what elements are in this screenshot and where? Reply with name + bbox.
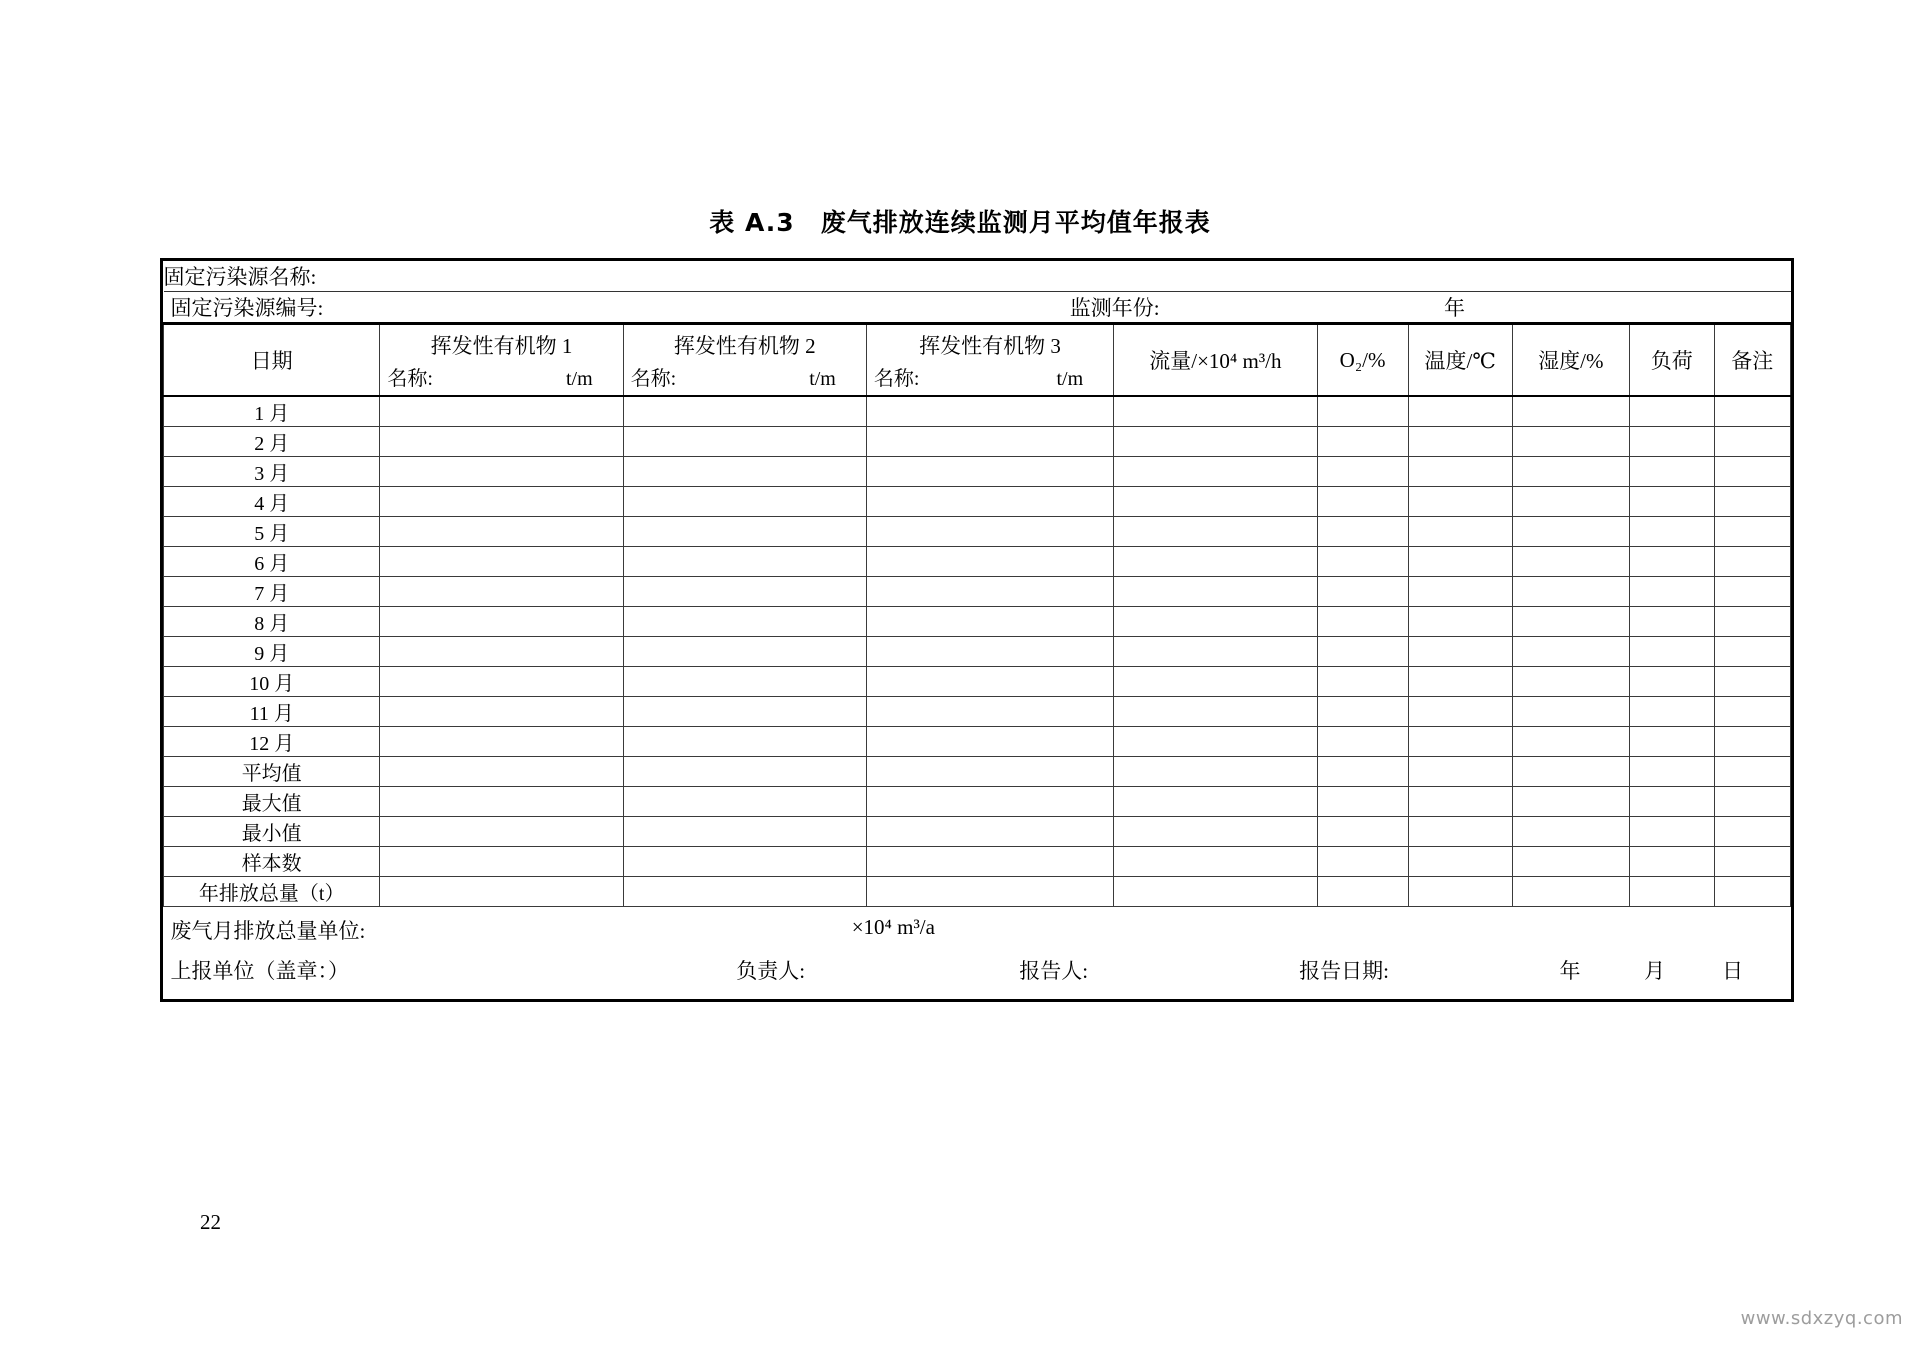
source-id-cell: [164, 292, 1791, 324]
empty-cell: [1512, 787, 1629, 817]
table-row: [164, 847, 1791, 877]
empty-cell: [866, 757, 1113, 787]
empty-cell: [866, 427, 1113, 457]
date-year-label: 年: [1559, 959, 1581, 983]
empty-cell: [1408, 727, 1512, 757]
source-id-row: [164, 292, 1791, 324]
empty-cell: [1629, 757, 1714, 787]
voc3-name-label: 名称:: [873, 368, 920, 390]
row-label: 7 月: [164, 577, 380, 607]
table-row: [164, 487, 1791, 517]
empty-cell: [623, 637, 866, 667]
empty-cell: [623, 427, 866, 457]
col-header-voc1: [380, 324, 623, 397]
empty-cell: [1629, 457, 1714, 487]
empty-cell: [866, 727, 1113, 757]
empty-cell: [380, 757, 623, 787]
voc1-unit: t/m: [565, 368, 593, 390]
signature-line: [164, 945, 1791, 995]
col-header-voc3: [866, 324, 1113, 397]
empty-cell: [866, 577, 1113, 607]
report-date-label: 报告日期:: [1299, 959, 1389, 983]
empty-cell: [1317, 787, 1408, 817]
table-row: [164, 667, 1791, 697]
empty-cell: [866, 877, 1113, 907]
row-label: 8 月: [164, 607, 380, 637]
empty-cell: [1512, 457, 1629, 487]
col-header-temperature: 温度/℃: [1408, 324, 1512, 397]
source-name-label: 固定污染源名称:: [164, 261, 1791, 292]
footer-block: [164, 907, 1791, 1000]
empty-cell: [1317, 577, 1408, 607]
empty-cell: [1512, 487, 1629, 517]
empty-cell: [1408, 396, 1512, 427]
col-header-voc2: [623, 324, 866, 397]
empty-cell: [866, 517, 1113, 547]
empty-cell: [1114, 577, 1317, 607]
table-row: [164, 787, 1791, 817]
empty-cell: [1714, 877, 1791, 907]
empty-cell: [1408, 607, 1512, 637]
footer-cell: [164, 907, 1791, 1000]
empty-cell: [623, 667, 866, 697]
empty-cell: [1714, 727, 1791, 757]
empty-cell: [623, 577, 866, 607]
empty-cell: [1317, 457, 1408, 487]
empty-cell: [1408, 457, 1512, 487]
voc2-name-label: 名称:: [630, 368, 677, 390]
empty-cell: [1317, 847, 1408, 877]
report-unit-label: 上报单位（盖章：）: [170, 959, 349, 983]
empty-cell: [1512, 427, 1629, 457]
empty-cell: [866, 667, 1113, 697]
empty-cell: [1408, 427, 1512, 457]
row-label: 年排放总量（t）: [164, 877, 380, 907]
empty-cell: [380, 607, 623, 637]
empty-cell: [1714, 547, 1791, 577]
voc3-unit: t/m: [1056, 368, 1084, 390]
row-label: 6 月: [164, 547, 380, 577]
emission-unit-line: [164, 907, 1791, 945]
empty-cell: [1512, 396, 1629, 427]
empty-cell: [1408, 667, 1512, 697]
empty-cell: [380, 487, 623, 517]
empty-cell: [1512, 697, 1629, 727]
empty-cell: [623, 547, 866, 577]
empty-cell: [1408, 697, 1512, 727]
report-table: [160, 258, 1794, 1002]
table-row: [164, 727, 1791, 757]
col-header-o2: O₂/%: [1317, 324, 1408, 397]
monitor-year-label: 监测年份:: [1069, 296, 1160, 320]
empty-cell: [1114, 757, 1317, 787]
empty-cell: [1114, 547, 1317, 577]
empty-cell: [380, 817, 623, 847]
empty-cell: [380, 697, 623, 727]
row-label: 最大值: [164, 787, 380, 817]
voc3-title: 挥发性有机物 3: [919, 334, 1061, 358]
empty-cell: [1512, 517, 1629, 547]
empty-cell: [1629, 877, 1714, 907]
empty-cell: [1408, 547, 1512, 577]
empty-cell: [623, 396, 866, 427]
empty-cell: [1114, 787, 1317, 817]
empty-cell: [1317, 517, 1408, 547]
empty-cell: [1512, 667, 1629, 697]
empty-cell: [1114, 427, 1317, 457]
table-row: [164, 457, 1791, 487]
empty-cell: [1114, 697, 1317, 727]
empty-cell: [1114, 457, 1317, 487]
empty-cell: [1317, 637, 1408, 667]
row-label: 平均值: [164, 757, 380, 787]
row-label: 5 月: [164, 517, 380, 547]
empty-cell: [1629, 667, 1714, 697]
empty-cell: [1512, 607, 1629, 637]
empty-cell: [1114, 877, 1317, 907]
empty-cell: [866, 547, 1113, 577]
empty-cell: [1408, 517, 1512, 547]
empty-cell: [380, 577, 623, 607]
empty-cell: [1629, 697, 1714, 727]
empty-cell: [1114, 817, 1317, 847]
empty-cell: [623, 487, 866, 517]
voc2-unit: t/m: [809, 368, 836, 390]
monitor-year-unit: 年: [1443, 296, 1465, 320]
empty-cell: [1114, 517, 1317, 547]
date-month-label: 月: [1644, 959, 1666, 983]
empty-cell: [1114, 847, 1317, 877]
row-label: 4 月: [164, 487, 380, 517]
empty-cell: [623, 847, 866, 877]
empty-cell: [1714, 757, 1791, 787]
empty-cell: [380, 727, 623, 757]
empty-cell: [1408, 787, 1512, 817]
empty-cell: [866, 637, 1113, 667]
empty-cell: [1512, 577, 1629, 607]
col-header-flow: 流量/×10⁴ m³/h: [1114, 324, 1317, 397]
empty-cell: [1317, 607, 1408, 637]
empty-cell: [380, 637, 623, 667]
empty-cell: [1714, 697, 1791, 727]
empty-cell: [1714, 817, 1791, 847]
row-label: 最小值: [164, 817, 380, 847]
empty-cell: [380, 877, 623, 907]
empty-cell: [380, 427, 623, 457]
table-row: [164, 697, 1791, 727]
empty-cell: [1629, 547, 1714, 577]
empty-cell: [1714, 396, 1791, 427]
empty-cell: [380, 787, 623, 817]
empty-cell: [1114, 637, 1317, 667]
empty-cell: [1512, 637, 1629, 667]
empty-cell: [1512, 847, 1629, 877]
row-label: 12 月: [164, 727, 380, 757]
empty-cell: [623, 457, 866, 487]
row-label: 3 月: [164, 457, 380, 487]
empty-cell: [380, 517, 623, 547]
empty-cell: [380, 396, 623, 427]
empty-cell: [623, 607, 866, 637]
table-row: [164, 757, 1791, 787]
voc2-title: 挥发性有机物 2: [673, 334, 816, 358]
reporter-label: 报告人:: [1019, 959, 1089, 983]
empty-cell: [623, 697, 866, 727]
empty-cell: [1408, 637, 1512, 667]
empty-cell: [1317, 487, 1408, 517]
empty-cell: [1512, 757, 1629, 787]
empty-cell: [1317, 667, 1408, 697]
empty-cell: [1114, 727, 1317, 757]
empty-cell: [1317, 547, 1408, 577]
empty-cell: [1512, 727, 1629, 757]
table-row: [164, 547, 1791, 577]
table-row: [164, 396, 1791, 427]
col-header-note: 备注: [1714, 324, 1791, 397]
empty-cell: [623, 787, 866, 817]
empty-cell: [1317, 396, 1408, 427]
empty-cell: [1629, 817, 1714, 847]
empty-cell: [1512, 817, 1629, 847]
empty-cell: [1714, 607, 1791, 637]
empty-cell: [866, 847, 1113, 877]
empty-cell: [1408, 577, 1512, 607]
empty-cell: [380, 547, 623, 577]
table-row: [164, 877, 1791, 907]
empty-cell: [1317, 727, 1408, 757]
empty-cell: [1629, 487, 1714, 517]
header-row: [164, 324, 1791, 397]
empty-cell: [1408, 877, 1512, 907]
empty-cell: [1114, 396, 1317, 427]
date-day-label: 日: [1722, 959, 1744, 983]
empty-cell: [1317, 427, 1408, 457]
empty-cell: [623, 517, 866, 547]
table-row: [164, 427, 1791, 457]
empty-cell: [866, 457, 1113, 487]
empty-cell: [1114, 667, 1317, 697]
empty-cell: [1629, 396, 1714, 427]
source-name-row: [164, 261, 1791, 292]
empty-cell: [1714, 427, 1791, 457]
empty-cell: [1714, 787, 1791, 817]
empty-cell: [1408, 757, 1512, 787]
empty-cell: [1714, 667, 1791, 697]
empty-cell: [866, 396, 1113, 427]
emission-unit-label: 废气月排放总量单位:: [170, 919, 366, 943]
page-title: 表 A.3 废气排放连续监测月平均值年报表: [709, 208, 1211, 237]
empty-cell: [1512, 877, 1629, 907]
empty-cell: [866, 697, 1113, 727]
empty-cell: [380, 457, 623, 487]
col-header-load: 负荷: [1629, 324, 1714, 397]
col-header-humidity: 湿度/%: [1512, 324, 1629, 397]
source-id-label: 固定污染源编号:: [170, 296, 324, 320]
empty-cell: [1629, 727, 1714, 757]
empty-cell: [1629, 517, 1714, 547]
empty-cell: [1714, 517, 1791, 547]
row-label: 2 月: [164, 427, 380, 457]
table-row: [164, 607, 1791, 637]
empty-cell: [1408, 817, 1512, 847]
col-header-date: 日期: [164, 324, 380, 397]
table-row: [164, 817, 1791, 847]
empty-cell: [1629, 427, 1714, 457]
empty-cell: [866, 817, 1113, 847]
empty-cell: [623, 757, 866, 787]
empty-cell: [866, 607, 1113, 637]
empty-cell: [1317, 817, 1408, 847]
empty-cell: [1714, 637, 1791, 667]
empty-cell: [1114, 607, 1317, 637]
empty-cell: [1629, 847, 1714, 877]
empty-cell: [1408, 487, 1512, 517]
page-number: 22: [200, 1210, 221, 1234]
empty-cell: [623, 727, 866, 757]
empty-cell: [866, 787, 1113, 817]
empty-cell: [623, 817, 866, 847]
watermark: www.sdxzyq.com: [1740, 1308, 1903, 1329]
emission-unit-value: ×10⁴ m³/a: [851, 915, 935, 939]
table-row: [164, 577, 1791, 607]
voc1-name-label: 名称:: [387, 368, 433, 390]
empty-cell: [1714, 577, 1791, 607]
empty-cell: [1114, 487, 1317, 517]
row-label: 10 月: [164, 667, 380, 697]
empty-cell: [1512, 547, 1629, 577]
empty-cell: [1714, 847, 1791, 877]
empty-cell: [1714, 487, 1791, 517]
empty-cell: [623, 877, 866, 907]
empty-cell: [1714, 457, 1791, 487]
table-row: [164, 517, 1791, 547]
empty-cell: [1408, 847, 1512, 877]
empty-cell: [1629, 607, 1714, 637]
empty-cell: [380, 847, 623, 877]
empty-cell: [1629, 787, 1714, 817]
row-label: 样本数: [164, 847, 380, 877]
empty-cell: [380, 667, 623, 697]
empty-cell: [1317, 877, 1408, 907]
empty-cell: [1317, 757, 1408, 787]
row-label: 9 月: [164, 637, 380, 667]
principal-label: 负责人:: [736, 959, 806, 983]
empty-cell: [1317, 697, 1408, 727]
empty-cell: [1629, 577, 1714, 607]
row-label: 11 月: [164, 697, 380, 727]
table-row: [164, 637, 1791, 667]
empty-cell: [1629, 637, 1714, 667]
empty-cell: [866, 487, 1113, 517]
voc1-title: 挥发性有机物 1: [430, 334, 573, 358]
row-label: 1 月: [164, 396, 380, 427]
